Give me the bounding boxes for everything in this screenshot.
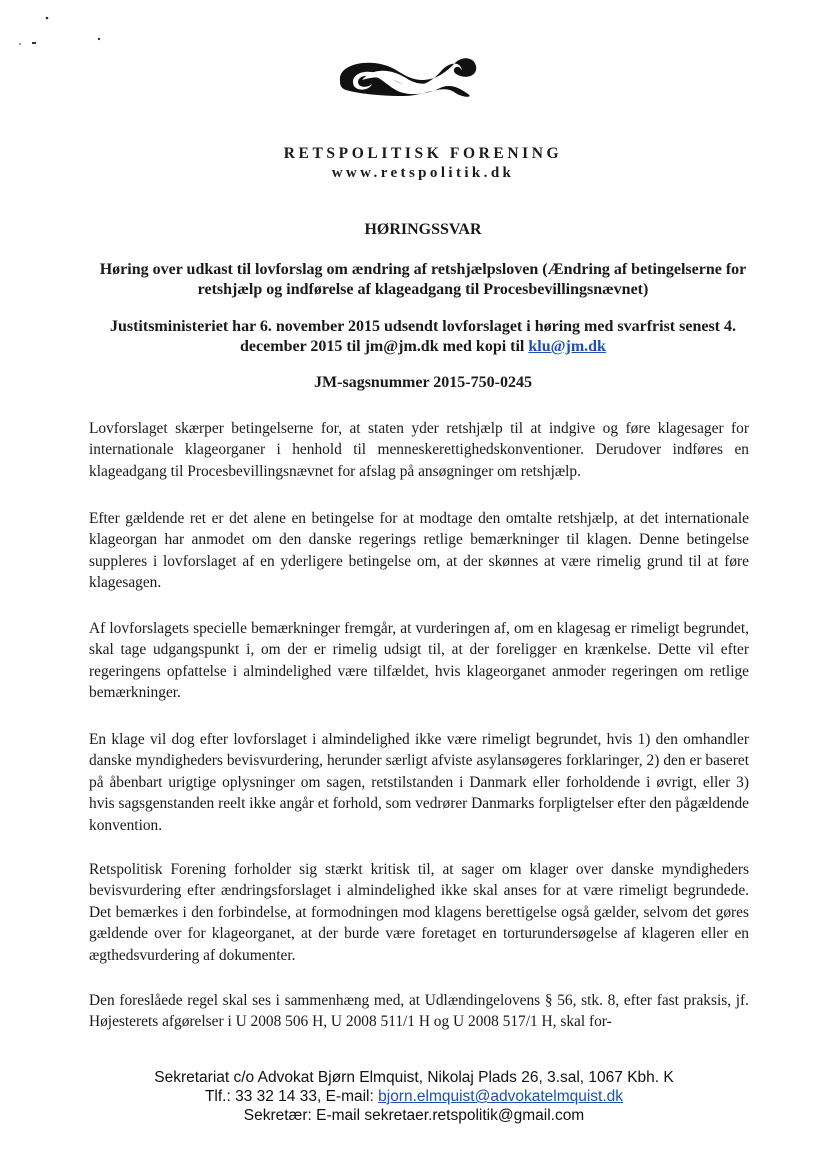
body-paragraph-1: Lovforslaget skærper betingelserne for, at staten yder retshjælp til at indgive og føre klagesager for internationale klageorganer i henhold til menneskerettighedskonventioner. Derudover indføres en klageadgang til Procesbevillingsnævnet for afslag på ansøgninger om retshjælp. [89,420,749,480]
case-number: JM-sagsnummer 2015-750-0245 [314,374,532,391]
organization-name: RETSPOLITISK FORENING [283,145,563,162]
body-paragraph-4: En klage vil dog efter lovforslaget i almindelighed ikke være rimeligt begrundet, hvis 1) den omhandler danske myndigheders bevisvurdering, herunder særligt afviste asylansøgeres forklaringer, 2) den er baseret på åbenbart urigtige oplysninger om sagen, retstilstanden i Danmark eller forholdende i øvrigt, eller 3) hvis sagsgenstanden reelt ikke angår et forhold, som vedrører Danmarks forpligtelser efter den pågældende konvention. [89,731,749,834]
body-paragraph-5: Retspolitisk Forening forholder sig stærkt kritisk til, at sager om klager over danske myndigheders bevisvurdering efter ændringsforslaget i almindelighed ikke skal anses for at være rimeligt begrundede. Det bemærkes i den forbindelse, at formodningen mod klagens berettigelse også gælder, selvom det gøres gældende over for klageorganet, at der burde være foretaget en torturundersøgelse af klageren eller en ægthedsvurdering af dokumenter. [89,861,749,964]
body-paragraph-2: Efter gældende ret er det alene en betingelse for at modtage den omtalte retshjælp, at det internationale klageorgan har anmodet om den danske regerings retlige bemærkninger til klagen. Denne betingelse suppleres i lovforslaget af en yderligere betingelse om, at der skønnes at være rimelig grund til at føre klagesagen. [89,510,749,592]
footer-secretary: Sekretær: E-mail sekretaer.retspolitik@gmail.com [243,1107,585,1124]
document-subject: Høring over udkast til lovforslag om ændring af retshjælpsloven (Ændring af betingelserne for retshjælp og indførelse af klageadgang til Procesbevillingsnævnet) [99,261,747,298]
document-heading: HØRINGSSVAR [364,221,482,238]
footer-phone: Tlf.: 33 32 14 33, E-mail: [204,1088,374,1105]
association-logo [332,50,482,100]
body-paragraph-3: Af lovforslagets specielle bemærkninger fremgår, at vurderingen af, om en klagesag er rimeligt begrundet, skal tage udgangspunkt i, om der er rimelig udsigt til, at der foreligger en krænkelse. Dette vil efter regeringens opfattelse i almindelighed være tilfældet, hvis klageorganet anmoder regeringen om retlige bemærkninger. [89,620,749,702]
footer-address: Sekretariat c/o Advokat Bjørn Elmquist, Nikolaj Plads 26, 3.sal, 1067 Kbh. K [154,1069,674,1086]
organization-url[interactable]: www.retspolitik.dk [331,165,515,181]
email-link-klu[interactable]: klu@jm.dk [528,338,606,355]
body-paragraph-6: Den foreslåede regel skal ses i sammenhæng med, at Udlændingelovens § 56, stk. 8, efter fast praksis, jf. Højesterets afgørelser i U 2008 506 H, U 2008 511/1 H og U 2008 517/1 H, skal for- [89,992,749,1031]
scan-speckles [0,0,120,50]
hearing-text: Justitsministeriet har 6. november 2015 udsendt lovforslaget i høring med svarfrist senest 4. december 2015 til jm@jm.dk med kopi til [109,318,737,355]
footer-email-link[interactable]: bjorn.elmquist@advokatelmquist.dk [378,1088,624,1105]
footer-phone-email [0,1087,828,1106]
hearing-info [80,317,766,357]
footer-contact [0,1068,828,1125]
